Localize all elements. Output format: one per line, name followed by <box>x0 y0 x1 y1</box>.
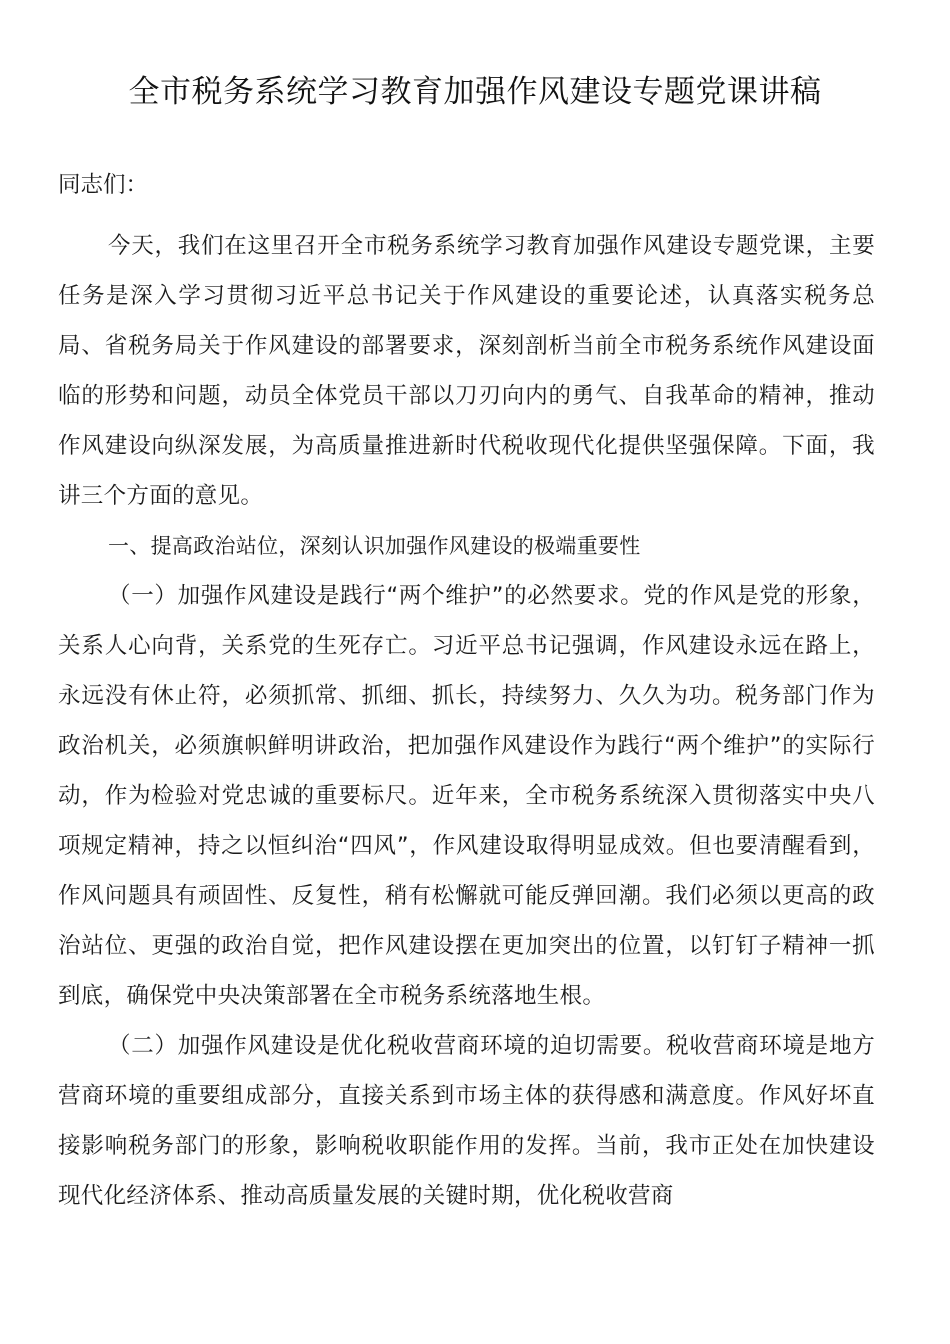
section-1-paragraph-1: （一）加强作风建设是践行“两个维护”的必然要求。党的作风是党的形象，关系人心向背，关系党的生死存亡。习近平总书记强调，作风建设永远在路上，永远没有休止符，必须抓常、抓细、抓长，持续努力、久久为功。税务部门作为政治机关，必须旗帜鲜明讲政治，把加强作风建设作为践行“两个维护”的实际行动，作为检验对党忠诚的重要标尺。近年来，全市税务系统深入贯彻落实中央八项规定精神，持之以恒纠治“四风”，作风建设取得明显成效。但也要清醒看到，作风问题具有顽固性、反复性，稍有松懈就可能反弹回潮。我们必须以更高的政治站位、更强的政治自觉，把作风建设摆在更加突出的位置，以钉钉子精神一抓到底，确保党中央决策部署在全市税务系统落地生根。 <box>58 583 875 1009</box>
section-heading-1: 一、提高政治站位，深刻认识加强作风建设的极端重要性 <box>108 534 641 558</box>
greeting: 同志们： <box>58 172 149 198</box>
section-1-paragraph-2: （二）加强作风建设是优化税收营商环境的迫切需要。税收营商环境是地方营商环境的重要组成部分，直接关系到市场主体的获得感和满意度。作风好坏直接影响税务部门的形象，影响税收职能作用的发挥。当前，我市正处在加快建设现代化经济体系、推动高质量发展的关键时期，优化税收营商 <box>58 1033 875 1209</box>
document-title: 全市税务系统学习教育加强作风建设专题党课讲稿 <box>128 74 822 110</box>
intro-paragraph: 今天，我们在这里召开全市税务系统学习教育加强作风建设专题党课，主要任务是深入学习贯彻习近平总书记关于作风建设的重要论述，认真落实税务总局、省税务局关于作风建设的部署要求，深刻剖析当前全市税务系统作风建设面临的形势和问题，动员全体党员干部以刀刃向内的勇气、自我革命的精神，推动作风建设向纵深发展，为高质量推进新时代税收现代化提供坚强保障。下面，我讲三个方面的意见。 <box>58 233 875 509</box>
